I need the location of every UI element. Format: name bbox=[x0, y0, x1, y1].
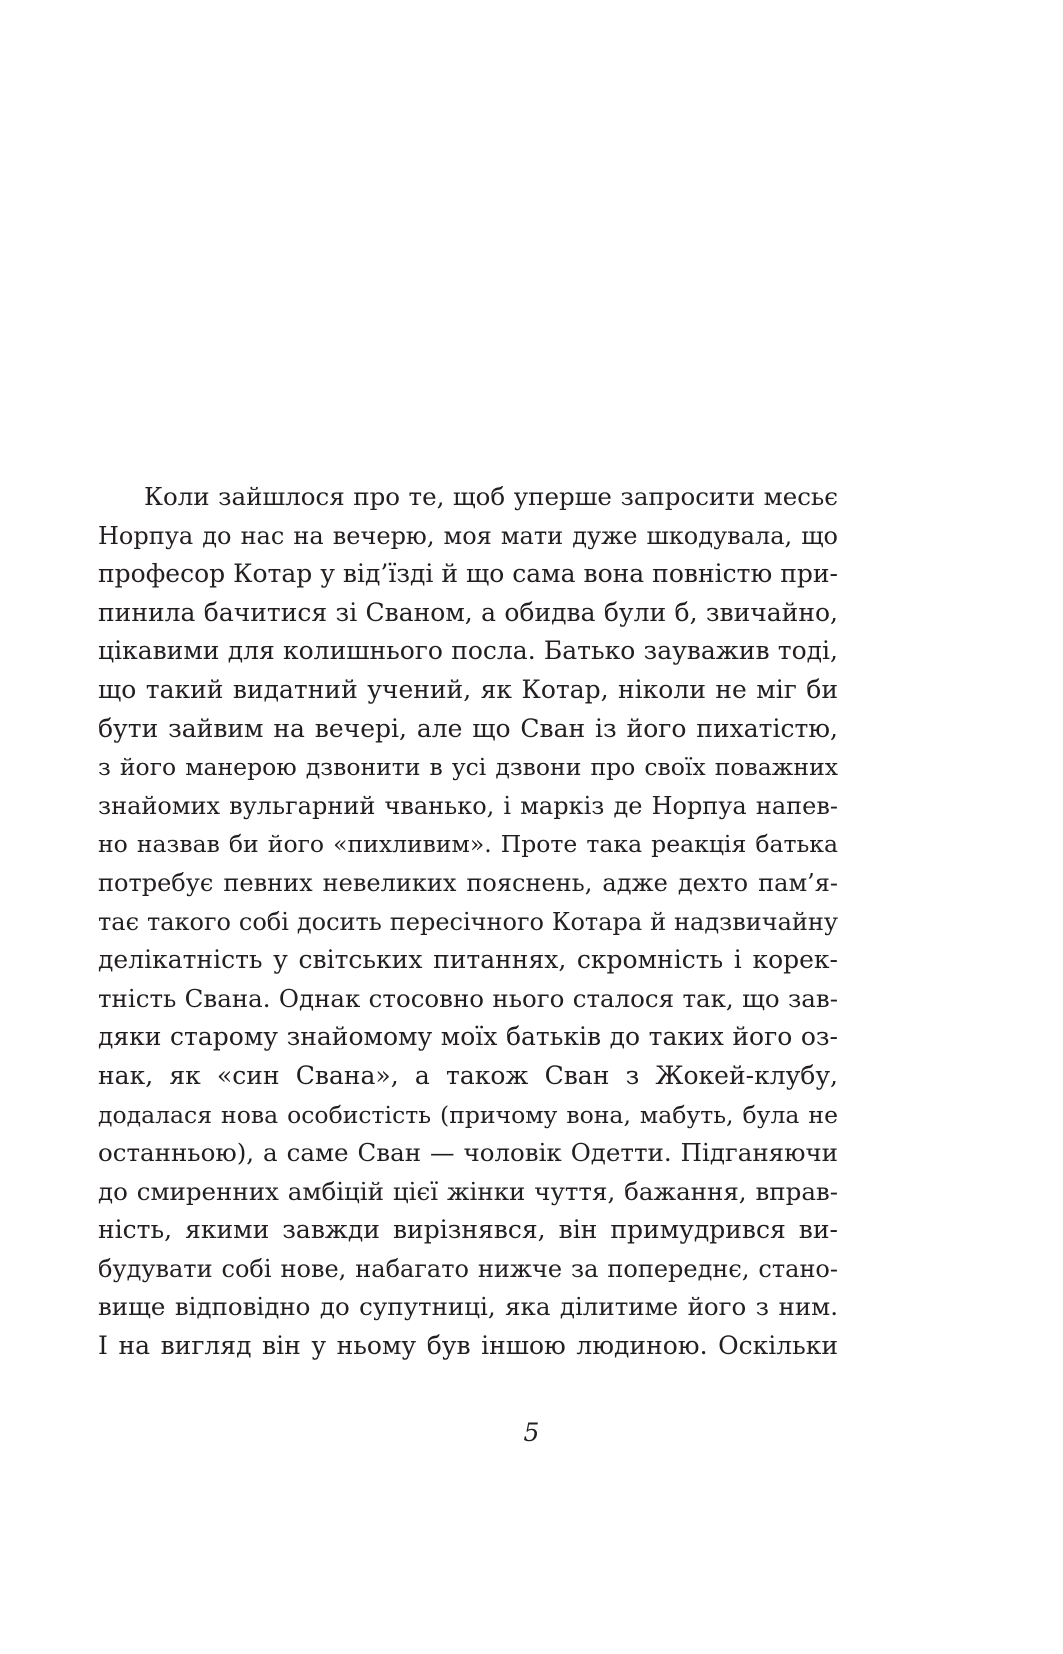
body-paragraph bbox=[98, 478, 838, 1366]
text-line: делікатність у світських питаннях, скромність і корек- bbox=[98, 945, 838, 975]
text-line: І на вигляд він у ньому був іншою людиною. Оскільки bbox=[98, 1331, 838, 1361]
text-line: но назвав би його «пихливим». Проте така реакція батька bbox=[98, 830, 838, 859]
page-number: 5 bbox=[523, 1418, 540, 1447]
text-line: потребує певних невеликих пояснень, адже дехто пам’я- bbox=[98, 868, 838, 897]
text-line: дяки старому знайомому моїх батьків до таких його оз- bbox=[98, 1022, 838, 1052]
text-line: нак, як «син Свана», а також Сван з Жокей-клубу, bbox=[98, 1060, 838, 1090]
text-line: додалася нова особистість (причому вона, мабуть, була не bbox=[98, 1100, 838, 1129]
text-line: будувати собі нове, набагато нижче за попереднє, стано- bbox=[98, 1254, 838, 1283]
text-line: що такий видатний учений, як Котар, ніколи не міг би bbox=[98, 674, 838, 704]
text-line: вище відповідно до супутниці, яка ділитиме його з ним. bbox=[98, 1292, 838, 1322]
text-line: ність, якими завжди вирізнявся, він примудрився ви- bbox=[98, 1215, 838, 1245]
text-line: професор Котар у від’їзді й що сама вона повністю при- bbox=[98, 559, 838, 589]
text-line: до смиренних амбіцій цієї жінки чуття, бажання, вправ- bbox=[98, 1176, 838, 1206]
text-line: знайомих вульгарний чванько, і маркіз де Норпуа напев- bbox=[98, 791, 838, 820]
text-line: тає такого собі досить пересічного Котара й надзвичайну bbox=[98, 907, 838, 936]
text-line: Норпуа до нас на вечерю, моя мати дуже шкодувала, що bbox=[98, 521, 838, 550]
text-line: пинила бачитися зі Сваном, а обидва були б, звичайно, bbox=[98, 597, 838, 627]
text-line: останньою), а саме Сван — чоловік Одетти. Підганяючи bbox=[98, 1138, 838, 1168]
text-line: бути зайвим на вечері, але що Сван із його пихатістю, bbox=[98, 713, 838, 743]
text-line: тність Свана. Однак стосовно нього сталося так, що зав- bbox=[98, 983, 838, 1013]
text-line: з його манерою дзвонити в усі дзвони про своїх поважних bbox=[98, 753, 838, 782]
text-line: Коли зайшлося про те, щоб уперше запросити месьє bbox=[144, 482, 838, 511]
text-line: цікавими для колишнього посла. Батько зауважив тоді, bbox=[98, 636, 838, 666]
